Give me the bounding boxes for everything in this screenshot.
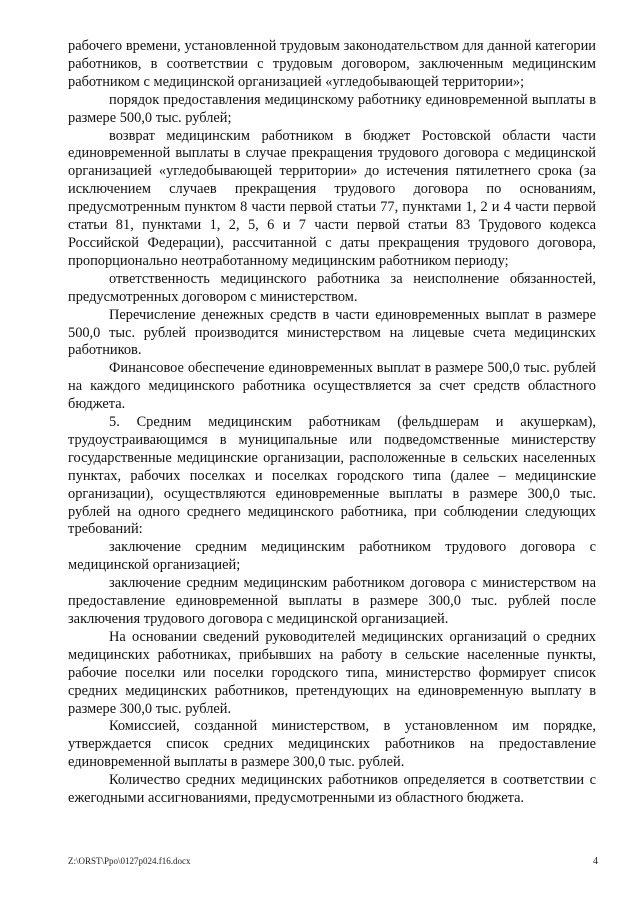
paragraph: заключение средним медицинским работником трудового договора с медицинской организацией; [68, 539, 596, 574]
paragraph: порядок предоставления медицинскому работнику единовременной выплаты в размере 500,0 тыс. рублей; [68, 91, 596, 126]
paragraph: На основании сведений руководителей медицинских организаций о средних медицинских работниках, прибывших на работу в сельские населенные пункты, рабочие поселки или поселки городского типа, министерство формирует список средних медицинских работников, претендующих на единовременную выплату в размере 300,0 тыс. рублей. [68, 628, 596, 717]
paragraph: ответственность медицинского работника за неисполнение обязанностей, предусмотренных договором с министерством. [68, 270, 596, 305]
paragraph: Финансовое обеспечение единовременных выплат в размере 500,0 тыс. рублей на каждого медицинского работника осуществляется за счет средств областного бюджета. [68, 360, 596, 413]
paragraph: заключение средним медицинским работником договора с министерством на предоставление единовременной выплаты в размере 300,0 тыс. рублей после заключения трудового договора с медицинской организацией. [68, 575, 596, 627]
page-number: 4 [593, 856, 598, 867]
paragraph: Перечисление денежных средств в части единовременных выплат в размере 500,0 тыс. рублей производится министерством на лицевые счета медицинских работников. [68, 306, 596, 359]
paragraph: Количество средних медицинских работников определяется в соответствии с ежегодными ассигнованиями, предусмотренными из областного бюджета. [68, 772, 596, 807]
document-body [68, 38, 596, 808]
paragraph: возврат медицинским работником в бюджет Ростовской области части единовременной выплаты в случае прекращения трудового договора с медицинской организацией «угледобывающей территории» до истечения пятилетнего срока (за исключением случаев прекращения трудового договора по основаниям, предусмотренным пунктом 8 части первой статьи 77, пунктами 1, 2 и 4 части первой статьи 81, пунктами 1, 2, 5, 6 и 7 части первой статьи 83 Трудового кодекса Российской Федерации), рассчитанной с даты прекращения трудового договора, пропорционально неотработанному медицинским работником периоду; [68, 127, 596, 269]
paragraph: Комиссией, созданной министерством, в установленном им порядке, утверждается список средних медицинских работников на предоставление единовременной выплаты в размере 300,0 тыс. рублей. [68, 718, 596, 771]
paragraph: рабочего времени, установленной трудовым законодательством для данной категории работников, в соответствии с трудовым договором, заключенным медицинским работником с медицинской организацией «угледобывающей территории»; [68, 38, 596, 90]
footer-file-path: Z:\ORST\Ppo\0127p024.f16.docx [68, 856, 191, 866]
paragraph: 5. Средним медицинским работникам (фельдшерам и акушеркам), трудоустраивающимся в муниципальные или подведомственные министерству государственные медицинские организации, расположенные в сельских населенных пунктах, рабочих поселках и поселках городского типа (далее – медицинские организации), осуществляются единовременные выплаты в размере 300,0 тыс. рублей на одного среднего медицинского работника, при соблюдении следующих требований: [68, 414, 596, 538]
